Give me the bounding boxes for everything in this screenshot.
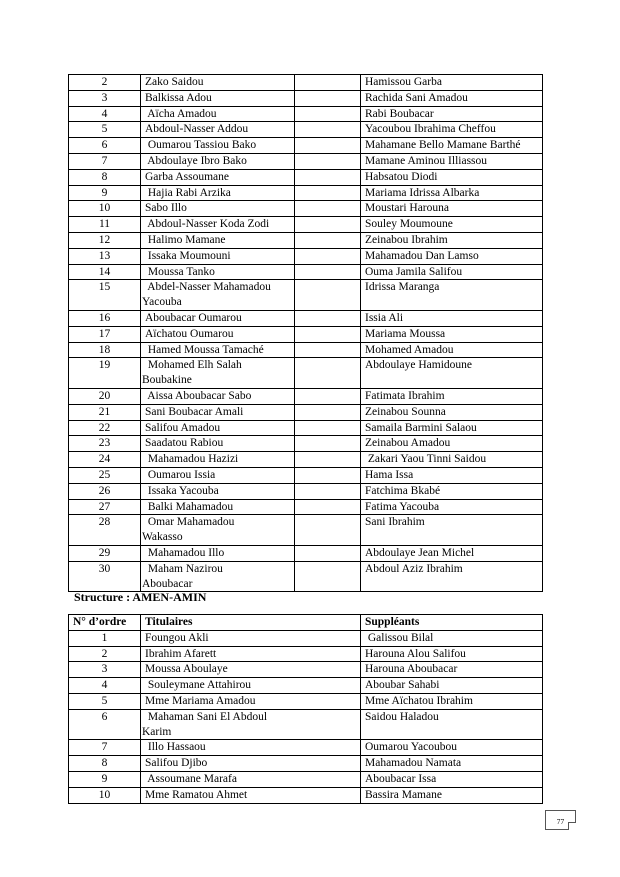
- suppleant-cell: Zeinabou Amadou: [361, 436, 543, 452]
- suppleant-cell: Galissou Bilal: [361, 630, 543, 646]
- titulaire-name: Mme Mariama Amadou: [145, 694, 256, 707]
- table-row: [69, 185, 543, 201]
- suppleant-cell: Mahamane Bello Mamane Barthé: [361, 138, 543, 154]
- titulaire-name: Issaka Yacouba: [145, 484, 219, 497]
- suppleant-cell: Aboubacar Issa: [361, 771, 543, 787]
- titulaire-name: Abdel-Nasser Mahamadou: [145, 281, 271, 294]
- titulaire-cell: [141, 630, 361, 646]
- empty-cell: [295, 75, 361, 91]
- titulaire-cell: [141, 90, 295, 106]
- titulaire-cell: [141, 436, 295, 452]
- order-number-cell: 14: [69, 264, 141, 280]
- order-number-cell: 3: [69, 662, 141, 678]
- titulaire-name: Oumarou Tassiou Bako: [145, 139, 257, 152]
- titulaire-cell: [141, 280, 295, 311]
- titulaire-name: Hajia Rabi Arzika: [145, 186, 231, 199]
- titulaire-name: Sabo Illo: [145, 202, 187, 215]
- suppleant-cell: Harouna Aboubacar: [361, 662, 543, 678]
- titulaire-cell: [141, 545, 295, 561]
- titulaire-cell: [141, 787, 361, 803]
- titulaire-cell: [141, 740, 361, 756]
- table-row: [69, 201, 543, 217]
- order-number-cell: 29: [69, 545, 141, 561]
- titulaire-name: Mme Ramatou Ahmet: [145, 788, 248, 801]
- empty-cell: [295, 515, 361, 546]
- order-number-cell: 6: [69, 138, 141, 154]
- order-number-cell: 2: [69, 646, 141, 662]
- order-number-cell: 22: [69, 420, 141, 436]
- suppleant-cell: Samaila Barmini Salaou: [361, 420, 543, 436]
- table-row: [69, 561, 543, 592]
- members-table-continued: [68, 74, 543, 592]
- titulaire-cell: [141, 467, 295, 483]
- order-number-cell: 12: [69, 232, 141, 248]
- order-number-cell: 16: [69, 310, 141, 326]
- table-row: [69, 122, 543, 138]
- order-number-cell: 9: [69, 185, 141, 201]
- table-row: [69, 388, 543, 404]
- suppleant-cell: Souley Moumoune: [361, 217, 543, 233]
- titulaire-name: Maham Nazirou: [145, 562, 223, 575]
- table-row: [69, 75, 543, 91]
- suppleant-cell: Zeinabou Sounna: [361, 404, 543, 420]
- suppleant-cell: Fatchima Bkabé: [361, 483, 543, 499]
- titulaire-name: Moussa Tanko: [145, 265, 215, 278]
- table-row: [69, 280, 543, 311]
- order-number-cell: 21: [69, 404, 141, 420]
- order-number-cell: 13: [69, 248, 141, 264]
- empty-cell: [295, 153, 361, 169]
- table-row: [69, 662, 543, 678]
- order-number-cell: 25: [69, 467, 141, 483]
- titulaire-cell: [141, 232, 295, 248]
- titulaire-name: Ibrahim Afarett: [145, 647, 217, 660]
- titulaire-cell: [141, 75, 295, 91]
- table-row: [69, 771, 543, 787]
- order-number-cell: 24: [69, 452, 141, 468]
- titulaire-name: Illo Hassaou: [145, 741, 206, 754]
- table-row: [69, 106, 543, 122]
- order-number-cell: 1: [69, 630, 141, 646]
- suppleant-cell: Oumarou Yacoubou: [361, 740, 543, 756]
- titulaire-cell: [141, 452, 295, 468]
- table-row: [69, 545, 543, 561]
- titulaire-name: Oumarou Issia: [145, 468, 216, 481]
- table-row: [69, 693, 543, 709]
- order-number-cell: 7: [69, 740, 141, 756]
- table-row: [69, 787, 543, 803]
- table-row: [69, 436, 543, 452]
- titulaire-cell: [141, 169, 295, 185]
- amen-amin-members-table: [68, 614, 543, 804]
- titulaire-name: Sani Boubacar Amali: [145, 405, 244, 418]
- table-row: [69, 90, 543, 106]
- titulaire-cell: [141, 326, 295, 342]
- empty-cell: [295, 404, 361, 420]
- empty-cell: [295, 248, 361, 264]
- titulaire-name: Mahaman Sani El Abdoul: [145, 710, 268, 723]
- empty-cell: [295, 90, 361, 106]
- order-number-cell: 3: [69, 90, 141, 106]
- empty-cell: [295, 310, 361, 326]
- table-row: [69, 678, 543, 694]
- titulaire-name: Balki Mahamadou: [145, 500, 234, 513]
- titulaire-name: Aïchatou Oumarou: [145, 327, 234, 340]
- titulaire-cell: [141, 678, 361, 694]
- titulaire-cell: [141, 358, 295, 389]
- suppleant-cell: Saidou Haladou: [361, 709, 543, 740]
- empty-cell: [295, 420, 361, 436]
- suppleant-cell: Mohamed Amadou: [361, 342, 543, 358]
- table-row: [69, 646, 543, 662]
- table-row: [69, 420, 543, 436]
- order-number-cell: 10: [69, 201, 141, 217]
- titulaire-cell: [141, 499, 295, 515]
- empty-cell: [295, 561, 361, 592]
- suppleant-cell: Ouma Jamila Salifou: [361, 264, 543, 280]
- order-number-cell: 15: [69, 280, 141, 311]
- titulaire-name-continued: Karim: [142, 725, 172, 738]
- titulaire-name: Halimo Mamane: [145, 233, 226, 246]
- order-number-cell: 8: [69, 756, 141, 772]
- order-number-cell: 27: [69, 499, 141, 515]
- table-row: [69, 358, 543, 389]
- titulaire-name: Zako Saidou: [145, 76, 204, 88]
- order-number-cell: 20: [69, 388, 141, 404]
- titulaire-cell: [141, 248, 295, 264]
- suppleant-cell: Abdoul Aziz Ibrahim: [361, 561, 543, 592]
- header-order-number: N° d’ordre: [69, 615, 141, 631]
- titulaire-cell: [141, 709, 361, 740]
- titulaire-name: Garba Assoumane: [145, 170, 229, 183]
- table-row: [69, 138, 543, 154]
- titulaire-cell: [141, 264, 295, 280]
- suppleant-cell: Sani Ibrahim: [361, 515, 543, 546]
- order-number-cell: 23: [69, 436, 141, 452]
- titulaire-cell: [141, 106, 295, 122]
- suppleant-cell: Aboubar Sahabi: [361, 678, 543, 694]
- empty-cell: [295, 326, 361, 342]
- empty-cell: [295, 138, 361, 154]
- page-number-box: [545, 810, 576, 830]
- suppleant-cell: Mariama Moussa: [361, 326, 543, 342]
- order-number-cell: 5: [69, 693, 141, 709]
- titulaire-cell: [141, 646, 361, 662]
- suppleant-cell: Habsatou Diodi: [361, 169, 543, 185]
- order-number-cell: 19: [69, 358, 141, 389]
- titulaire-cell: [141, 515, 295, 546]
- titulaire-cell: [141, 310, 295, 326]
- table-row: [69, 756, 543, 772]
- titulaire-name: Abdoulaye Ibro Bako: [145, 154, 247, 167]
- empty-cell: [295, 280, 361, 311]
- table-row: [69, 232, 543, 248]
- order-number-cell: 8: [69, 169, 141, 185]
- titulaire-cell: [141, 201, 295, 217]
- table-row: [69, 153, 543, 169]
- titulaire-name: Souleymane Attahirou: [145, 679, 252, 692]
- empty-cell: [295, 499, 361, 515]
- titulaire-name-continued: Aboubacar: [142, 577, 193, 590]
- titulaire-cell: [141, 756, 361, 772]
- titulaire-name: Aissa Aboubacar Sabo: [145, 389, 252, 402]
- table-row: [69, 452, 543, 468]
- order-number-cell: 2: [69, 75, 141, 91]
- suppleant-cell: Zakari Yaou Tinni Saidou: [361, 452, 543, 468]
- titulaire-cell: [141, 404, 295, 420]
- empty-cell: [295, 185, 361, 201]
- table-row: [69, 709, 543, 740]
- titulaire-name: Aïcha Amadou: [145, 107, 217, 120]
- empty-cell: [295, 483, 361, 499]
- titulaire-name-continued: Yacouba: [142, 296, 182, 309]
- table-row: [69, 342, 543, 358]
- titulaire-name: Mahamadou Illo: [145, 546, 225, 559]
- suppleant-cell: Rachida Sani Amadou: [361, 90, 543, 106]
- titulaire-name: Balkissa Adou: [145, 91, 212, 104]
- suppleant-cell: Bassira Mamane: [361, 787, 543, 803]
- titulaire-name: Saadatou Rabiou: [145, 437, 224, 450]
- titulaire-name: Hamed Moussa Tamaché: [145, 343, 264, 356]
- titulaire-cell: [141, 122, 295, 138]
- suppleant-cell: Abdoulaye Hamidoune: [361, 358, 543, 389]
- suppleant-cell: Harouna Alou Salifou: [361, 646, 543, 662]
- suppleant-cell: Mamane Aminou Illiassou: [361, 153, 543, 169]
- order-number-cell: 28: [69, 515, 141, 546]
- empty-cell: [295, 388, 361, 404]
- suppleant-cell: Mahamadou Namata: [361, 756, 543, 772]
- order-number-cell: 26: [69, 483, 141, 499]
- table-row: [69, 467, 543, 483]
- suppleant-cell: Issia Ali: [361, 310, 543, 326]
- titulaire-name: Salifou Amadou: [145, 421, 221, 434]
- titulaire-name: Issaka Moumouni: [145, 249, 231, 262]
- suppleant-cell: Zeinabou Ibrahim: [361, 232, 543, 248]
- order-number-cell: 4: [69, 678, 141, 694]
- header-suppleants: Suppléants: [361, 615, 543, 631]
- titulaire-cell: [141, 185, 295, 201]
- table-header-row: [69, 615, 543, 631]
- table-row: [69, 248, 543, 264]
- empty-cell: [295, 264, 361, 280]
- empty-cell: [295, 122, 361, 138]
- table-row: [69, 483, 543, 499]
- empty-cell: [295, 436, 361, 452]
- titulaire-name: Aboubacar Oumarou: [145, 311, 242, 324]
- titulaire-cell: [141, 217, 295, 233]
- header-titulaires: Titulaires: [141, 615, 361, 631]
- titulaire-cell: [141, 561, 295, 592]
- suppleant-cell: Fatima Yacouba: [361, 499, 543, 515]
- titulaire-cell: [141, 420, 295, 436]
- table-row: [69, 217, 543, 233]
- suppleant-cell: Mahamadou Dan Lamso: [361, 248, 543, 264]
- titulaire-name: Abdoul-Nasser Koda Zodi: [145, 218, 270, 231]
- titulaire-cell: [141, 483, 295, 499]
- suppleant-cell: Hama Issa: [361, 467, 543, 483]
- suppleant-cell: Yacoubou Ibrahima Cheffou: [361, 122, 543, 138]
- empty-cell: [295, 545, 361, 561]
- order-number-cell: 30: [69, 561, 141, 592]
- titulaire-name: Mahamadou Hazizi: [145, 453, 239, 466]
- suppleant-cell: Moustari Harouna: [361, 201, 543, 217]
- order-number-cell: 18: [69, 342, 141, 358]
- table-row: [69, 264, 543, 280]
- titulaire-name: Assoumane Marafa: [145, 772, 237, 785]
- titulaire-cell: [141, 153, 295, 169]
- titulaire-cell: [141, 693, 361, 709]
- empty-cell: [295, 452, 361, 468]
- titulaire-cell: [141, 388, 295, 404]
- order-number-cell: 17: [69, 326, 141, 342]
- titulaire-name: Mohamed Elh Salah: [145, 359, 242, 372]
- empty-cell: [295, 169, 361, 185]
- suppleant-cell: Hamissou Garba: [361, 75, 543, 91]
- suppleant-cell: Mariama Idrissa Albarka: [361, 185, 543, 201]
- order-number-cell: 5: [69, 122, 141, 138]
- titulaire-name-continued: Wakasso: [142, 531, 183, 544]
- empty-cell: [295, 467, 361, 483]
- titulaire-name: Foungou Akli: [145, 631, 209, 644]
- suppleant-cell: Mme Aïchatou Ibrahim: [361, 693, 543, 709]
- titulaire-name: Abdoul-Nasser Addou: [145, 123, 249, 136]
- table-row: [69, 740, 543, 756]
- order-number-cell: 9: [69, 771, 141, 787]
- titulaire-cell: [141, 771, 361, 787]
- order-number-cell: 6: [69, 709, 141, 740]
- titulaire-name: Omar Mahamadou: [145, 516, 235, 529]
- suppleant-cell: Fatimata Ibrahim: [361, 388, 543, 404]
- table-row: [69, 326, 543, 342]
- suppleant-cell: Abdoulaye Jean Michel: [361, 545, 543, 561]
- table-row: [69, 169, 543, 185]
- empty-cell: [295, 201, 361, 217]
- table-row: [69, 404, 543, 420]
- page-number: 77: [556, 817, 565, 826]
- titulaire-cell: [141, 342, 295, 358]
- table-row: [69, 310, 543, 326]
- empty-cell: [295, 232, 361, 248]
- suppleant-cell: Rabi Boubacar: [361, 106, 543, 122]
- order-number-cell: 10: [69, 787, 141, 803]
- order-number-cell: 7: [69, 153, 141, 169]
- empty-cell: [295, 106, 361, 122]
- titulaire-cell: [141, 138, 295, 154]
- table-row: [69, 630, 543, 646]
- titulaire-name: Moussa Aboulaye: [145, 663, 228, 676]
- suppleant-cell: Idrissa Maranga: [361, 280, 543, 311]
- page-corner-fold: [568, 822, 576, 830]
- order-number-cell: 4: [69, 106, 141, 122]
- empty-cell: [295, 358, 361, 389]
- empty-cell: [295, 342, 361, 358]
- table-row: [69, 499, 543, 515]
- titulaire-name-continued: Boubakine: [142, 374, 192, 387]
- empty-cell: [295, 217, 361, 233]
- order-number-cell: 11: [69, 217, 141, 233]
- table-row: [69, 515, 543, 546]
- titulaire-name: Salifou Djibo: [145, 757, 208, 770]
- titulaire-cell: [141, 662, 361, 678]
- structure-title: Structure : AMEN-AMIN: [74, 590, 207, 604]
